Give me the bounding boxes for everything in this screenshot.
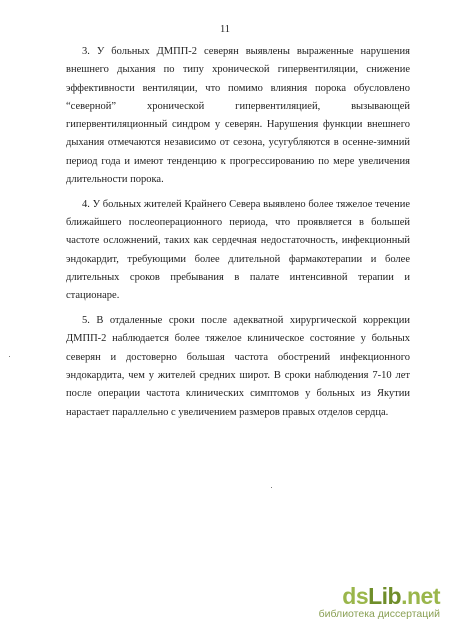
paragraph-conclusion-4: 4. У больных жителей Крайнего Севера выявлено более тяжелое течение ближайшего послеоперационного периода, что проявляется в большей частоте осложнений, таких как сердечная недостаточность, инфекционный эндокардит, требующими более длительной фармакотерапии и более длительных сроков пребывания в палате интенсивной терапии и стационаре. xyxy=(66,198,410,302)
watermark-subtitle: библиотека диссертаций xyxy=(318,608,440,620)
logo-part-ds: ds xyxy=(342,583,369,609)
dslib-watermark xyxy=(310,584,440,620)
document-body xyxy=(66,43,410,428)
logo-part-lib: Lib xyxy=(368,583,402,609)
scan-speck-center xyxy=(271,487,272,488)
scan-speck-left xyxy=(9,356,10,357)
logo-part-net: .net xyxy=(401,583,440,609)
paragraph-conclusion-5: 5. В отдаленные сроки после адекватной хирургической коррекции ДМПП-2 наблюдается более тяжелое клиническое состояние у больных северян и достоверно большая частота обострений инфекционного эндокардита, чем у жителей средних широт. В сроки наблюдения 7-10 лет после операции частота клинических симптомов у больных из Якутии нарастает параллельно с увеличением размеров правых отделов сердца. xyxy=(66,315,410,418)
page-number: 11 xyxy=(219,24,231,35)
dslib-logo xyxy=(310,584,440,608)
paragraph-conclusion-3: 3. У больных ДМПП-2 северян выявлены выраженные нарушения внешнего дыхания по типу хронической гипервентиляции, снижение эффективности вентиляции, что помимо влияния порока обусловлено “северной” хронической гипервентиляцией, вызывающей гипервентиляционный синдром у северян. Нарушения функции внешнего дыхания отмечаются независимо от сезона, усугубляются в осенне-зимний период года и имеют тенденцию к прогрессированию по мере увеличения длительности порока. xyxy=(66,46,410,186)
